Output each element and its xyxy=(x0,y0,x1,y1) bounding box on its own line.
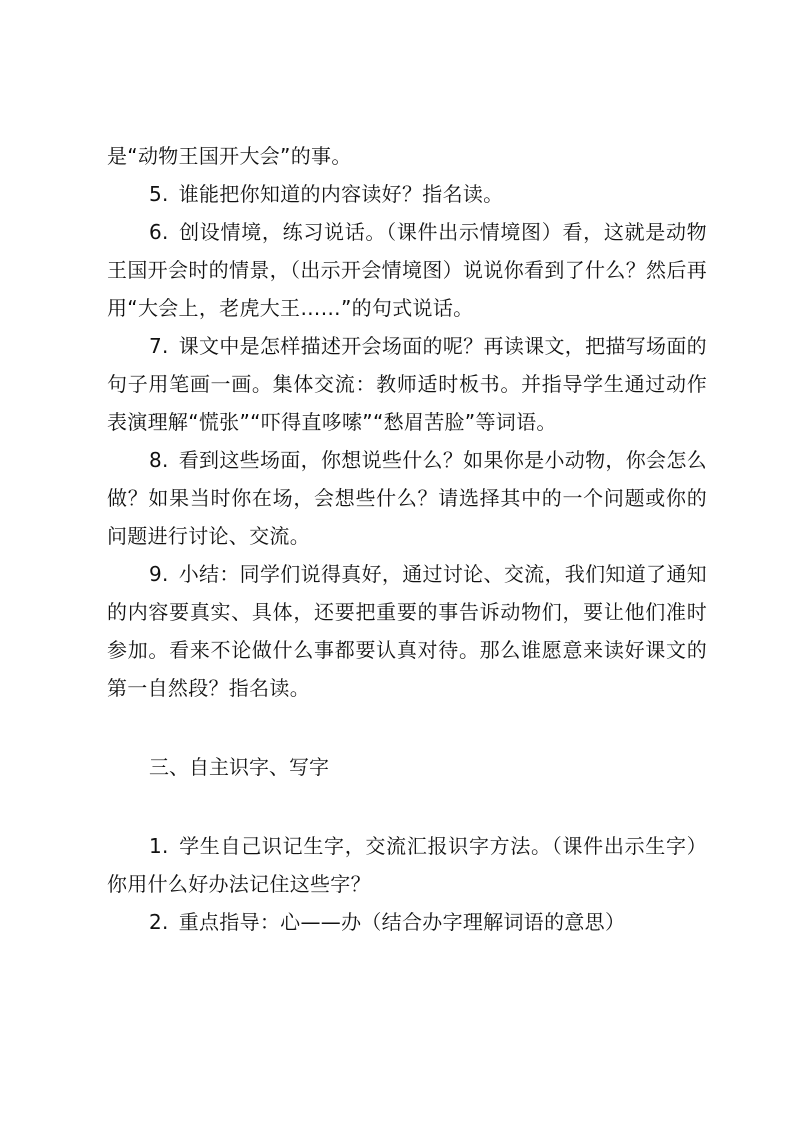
paragraph-text: 谁能把你知道的内容读好？指名读。 xyxy=(178,182,504,206)
paragraph-text: 重点指导：心——办（结合办字理解词语的意思） xyxy=(178,910,626,934)
paragraph-text: 小结：同学们说得真好，通过讨论、交流，我们知道了通知的内容要真实、具体，还要把重要的事告诉动物们，要让他们准时参加。看来不论做什么事都要认真对待。那么谁愿意来读好课文的第一自然段？指名读。 xyxy=(107,562,707,700)
paragraph-item-9 xyxy=(107,555,707,707)
paragraph-item-7 xyxy=(107,327,707,441)
paragraph-item-8 xyxy=(107,441,707,555)
paragraph-item-1 xyxy=(107,827,707,903)
paragraph-number: 8. xyxy=(149,448,169,472)
section-heading: 三、自主识字、写字 xyxy=(149,755,329,779)
paragraph-number: 2. xyxy=(149,910,169,934)
paragraph-number: 6. xyxy=(149,220,169,244)
paragraph-number: 1. xyxy=(149,834,169,858)
paragraph-text: 学生自己识记生字，交流汇报识字方法。（课件出示生字）你用什么好办法记住这些字？ xyxy=(107,834,707,896)
paragraph-text: 看到这些场面，你想说些什么？如果你是小动物，你会怎么做？如果当时你在场，会想些什么？请选择其中的一个问题或你的问题进行讨论、交流。 xyxy=(107,448,707,548)
paragraph-item-6 xyxy=(107,213,707,327)
paragraph-text: 创设情境，练习说话。（课件出示情境图）看，这就是动物王国开会时的情景，（出示开会情境图）说说你看到了什么？然后再用“大会上，老虎大王……”的句式说话。 xyxy=(107,220,707,320)
paragraph-number: 9. xyxy=(149,562,169,586)
paragraph-number: 5. xyxy=(149,182,169,206)
paragraph-text: 是“动物王国开大会”的事。 xyxy=(107,144,352,168)
paragraph-number: 7. xyxy=(149,334,169,358)
document-body xyxy=(107,137,707,941)
paragraph-item-2 xyxy=(107,903,707,941)
paragraph-continuation xyxy=(107,137,707,175)
paragraph-item-5 xyxy=(107,175,707,213)
paragraph-text: 课文中是怎样描述开会场面的呢？再读课文，把描写场面的句子用笔画一画。集体交流：教师适时板书。并指导学生通过动作表演理解“慌张”“吓得直哆嗦”“愁眉苦脸”等词语。 xyxy=(107,334,707,434)
